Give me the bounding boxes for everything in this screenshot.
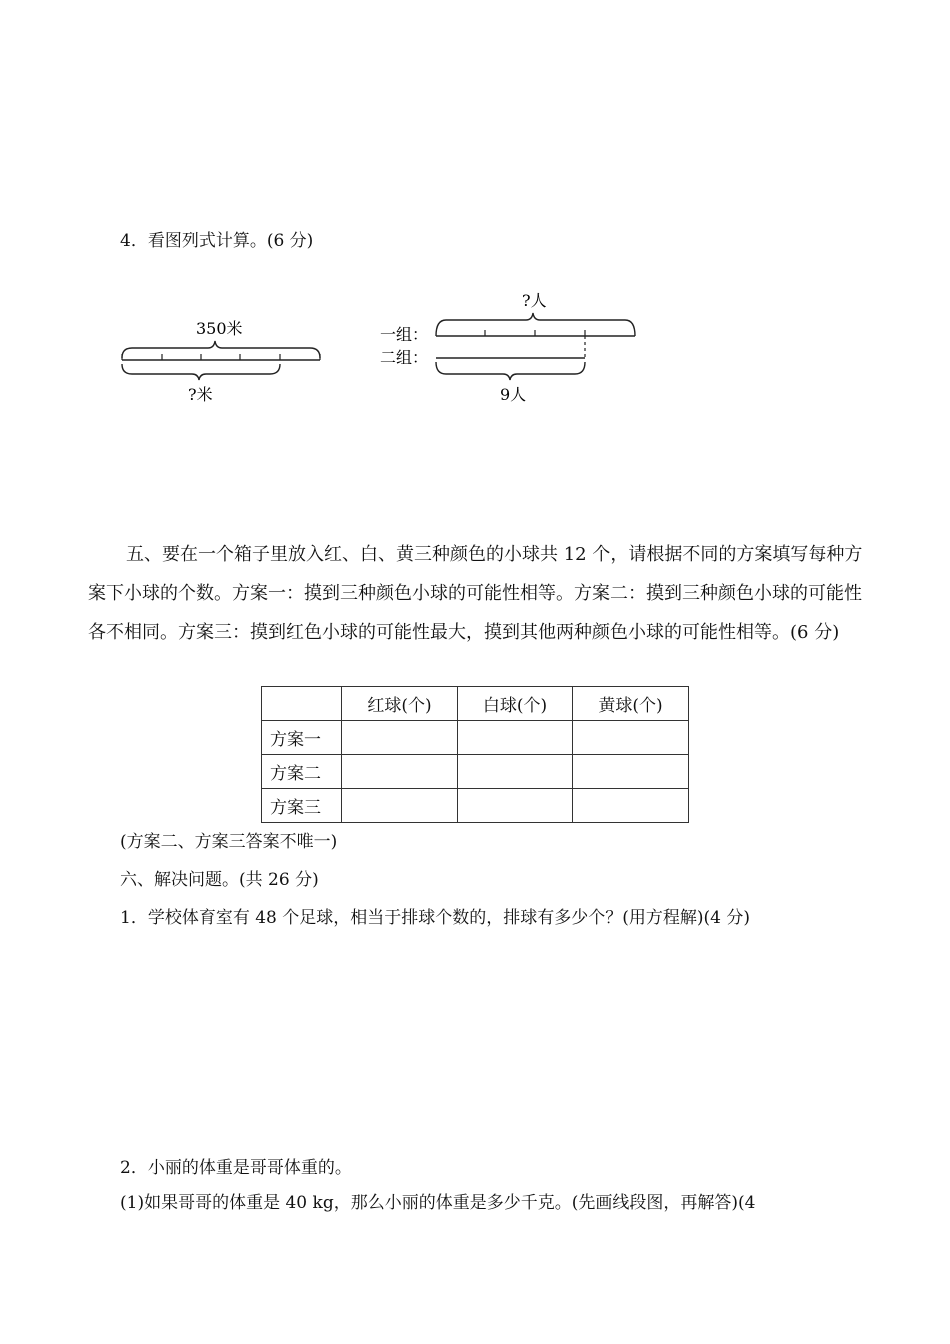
diagram2-bottom-brace — [436, 362, 585, 380]
answer-cell[interactable] — [342, 789, 458, 823]
answer-cell[interactable] — [573, 755, 689, 789]
diagram2-bottom-label: 9人 — [500, 385, 527, 404]
row-label: 方案三 — [262, 789, 342, 823]
diagram2-row2-label: 二组： — [380, 348, 429, 367]
answer-cell[interactable] — [573, 721, 689, 755]
answer-cell[interactable] — [573, 789, 689, 823]
question-6-2-part-1: (1)如果哥哥的体重是 40 kg，那么小丽的体重是多少千克。(先画线段图，再解答)(4 — [120, 1193, 756, 1213]
table-header-cell: 红球(个) — [342, 687, 458, 721]
diagram-350m — [110, 310, 330, 410]
table-header-cell — [262, 687, 342, 721]
row-label: 方案二 — [262, 755, 342, 789]
section-6-title: 六、解决问题。(共 26 分) — [120, 870, 319, 890]
question-4-title: 4．看图列式计算。(6 分) — [120, 231, 314, 251]
section-5-paragraph: 五、要在一个箱子里放入红、白、黄三种颜色的小球共 12 个，请根据不同的方案填写每种方案下小球的个数。方案一：摸到三种颜色小球的可能性相等。方案二：摸到三种颜色小球的可能性各不相同。方案三：摸到红色小球的可能性最大，摸到其他两种颜色小球的可能性相等。(6 分) — [88, 544, 863, 643]
table-note: (方案二、方案三答案不唯一) — [120, 832, 338, 852]
answer-cell[interactable] — [458, 755, 573, 789]
diagram1-bottom-brace — [122, 364, 280, 380]
question-6-2: 2．小丽的体重是哥哥体重的。 — [120, 1158, 352, 1178]
diagram1-top-brace — [122, 341, 320, 358]
answer-cell[interactable] — [458, 721, 573, 755]
table-row — [262, 755, 689, 789]
diagram2-top-label: ?人 — [522, 291, 547, 310]
diagram1-total-label: 350米 — [196, 319, 243, 338]
plan-table — [261, 686, 689, 823]
table-row — [262, 789, 689, 823]
table-header-cell: 白球(个) — [458, 687, 573, 721]
table-row — [262, 721, 689, 755]
diagram-groups — [378, 286, 648, 406]
question-6-1: 1．学校体育室有 48 个足球，相当于排球个数的，排球有多少个？(用方程解)(4 分) — [120, 908, 751, 928]
table-header-row — [262, 687, 689, 721]
answer-cell[interactable] — [342, 721, 458, 755]
row-label: 方案一 — [262, 721, 342, 755]
answer-cell[interactable] — [342, 755, 458, 789]
diagram1-part-label: ?米 — [188, 385, 213, 404]
table-header-cell: 黄球(个) — [573, 687, 689, 721]
diagram2-row1-label: 一组： — [380, 325, 429, 344]
answer-cell[interactable] — [458, 789, 573, 823]
